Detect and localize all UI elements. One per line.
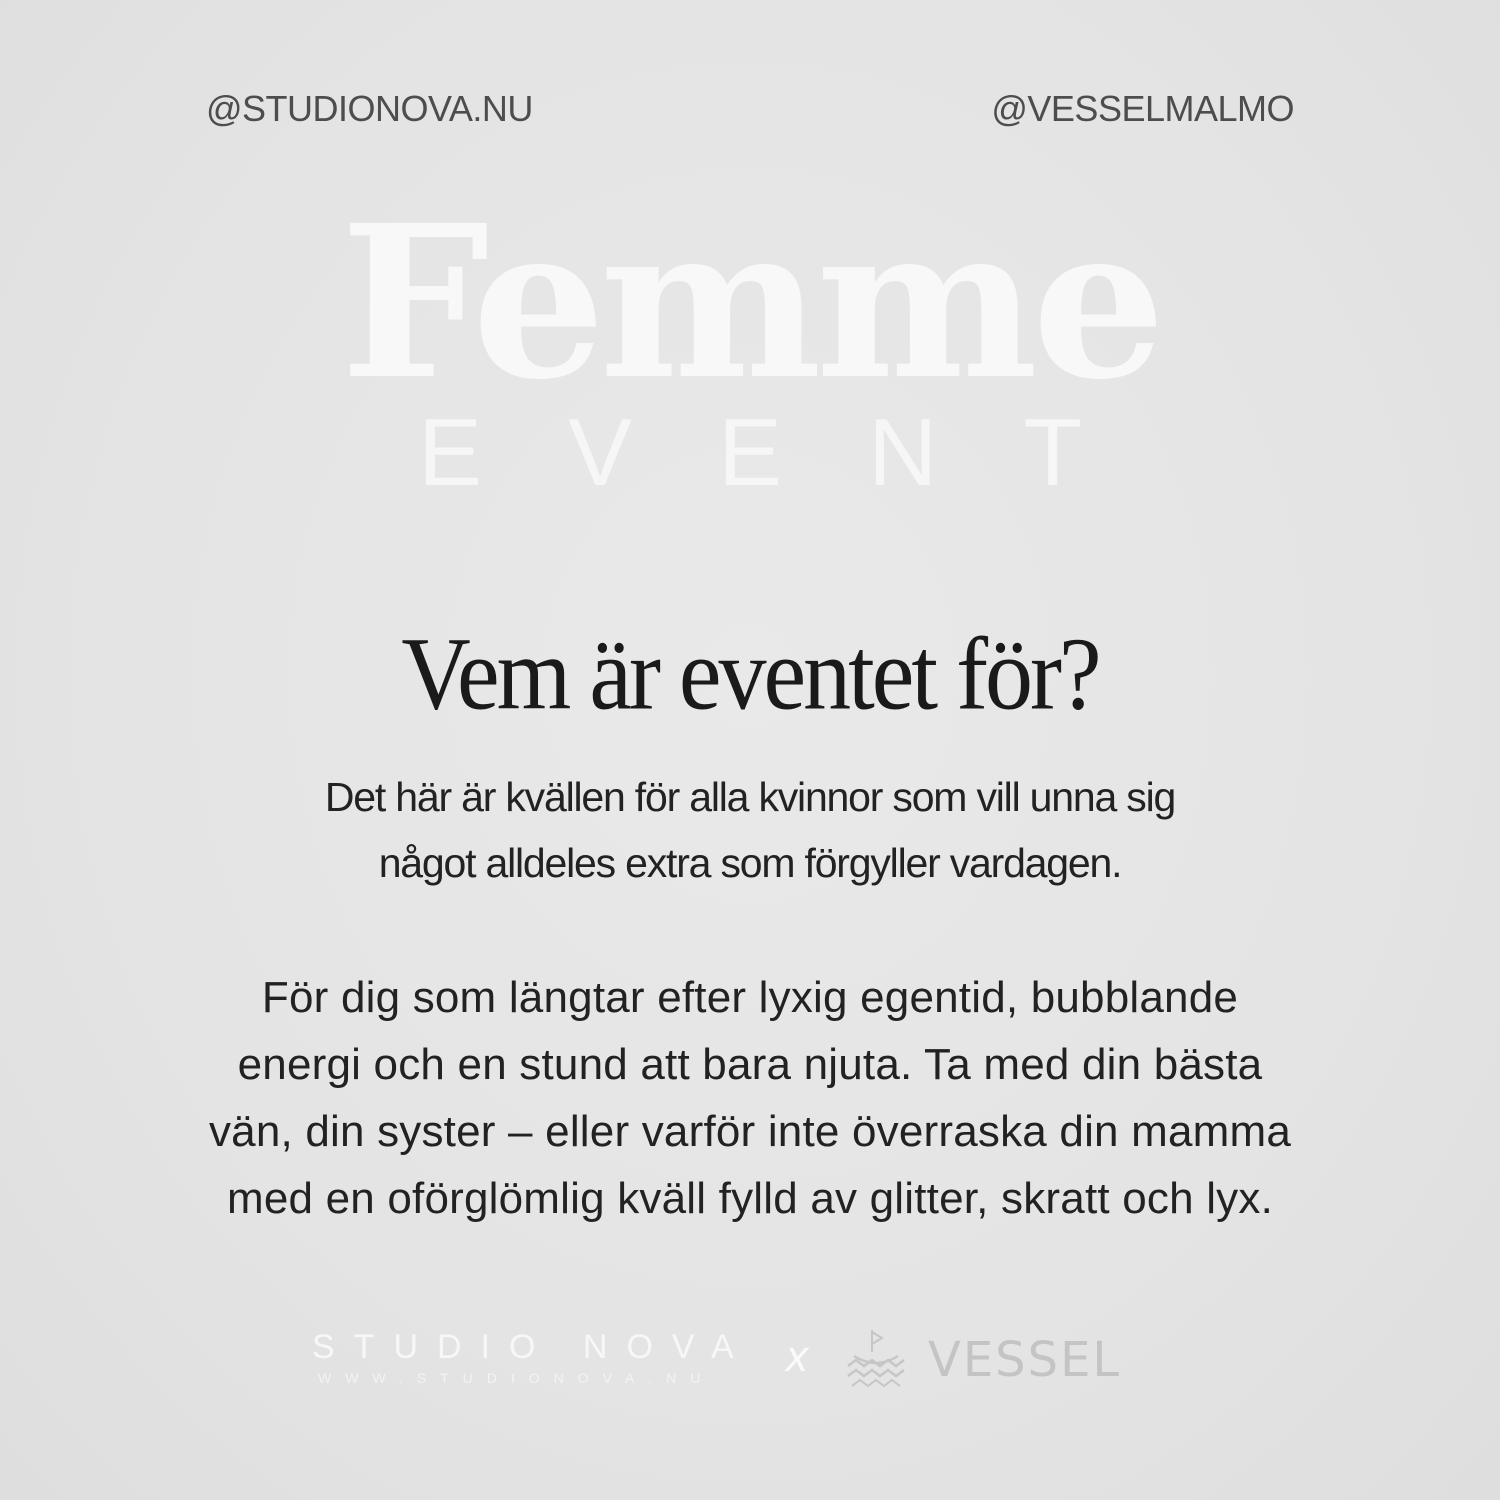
- page-heading: Vem är eventet för?: [401, 615, 1099, 732]
- collab-separator: x: [786, 1332, 808, 1381]
- handle-studionova: @STUDIONOVA.NU: [206, 88, 533, 129]
- vessel-boat-waves-icon: [842, 1326, 910, 1392]
- intro-paragraph: [0, 764, 1500, 896]
- body-paragraph: [0, 964, 1500, 1232]
- handle-vesselmalmo: @VESSELMALMO: [991, 88, 1294, 129]
- body-line: För dig som längtar efter lyxig egentid, bubblande: [261, 973, 1239, 1022]
- studio-nova-logo: STUDIO NOVA: [312, 1328, 753, 1366]
- femme-logo-title: Femme: [340, 179, 1160, 426]
- studio-nova-url: WWW.STUDIONOVA.NU: [318, 1370, 715, 1386]
- footer-logos: [0, 1322, 1500, 1402]
- vessel-logo: VESSEL: [928, 1332, 1122, 1388]
- body-line: vän, din syster – eller varför inte överraska din mamma: [208, 1107, 1292, 1156]
- body-line: energi och en stund att bara njuta. Ta med din bästa: [237, 1040, 1263, 1089]
- femme-logo-subtitle: EVENT: [417, 399, 1169, 506]
- intro-line: Det här är kvällen för alla kvinnor som vill unna sig: [324, 774, 1176, 820]
- body-line: med en oförglömlig kväll fylld av glitter, skratt och lyx.: [226, 1174, 1273, 1223]
- intro-line: något alldeles extra som förgyller vardagen.: [378, 840, 1122, 886]
